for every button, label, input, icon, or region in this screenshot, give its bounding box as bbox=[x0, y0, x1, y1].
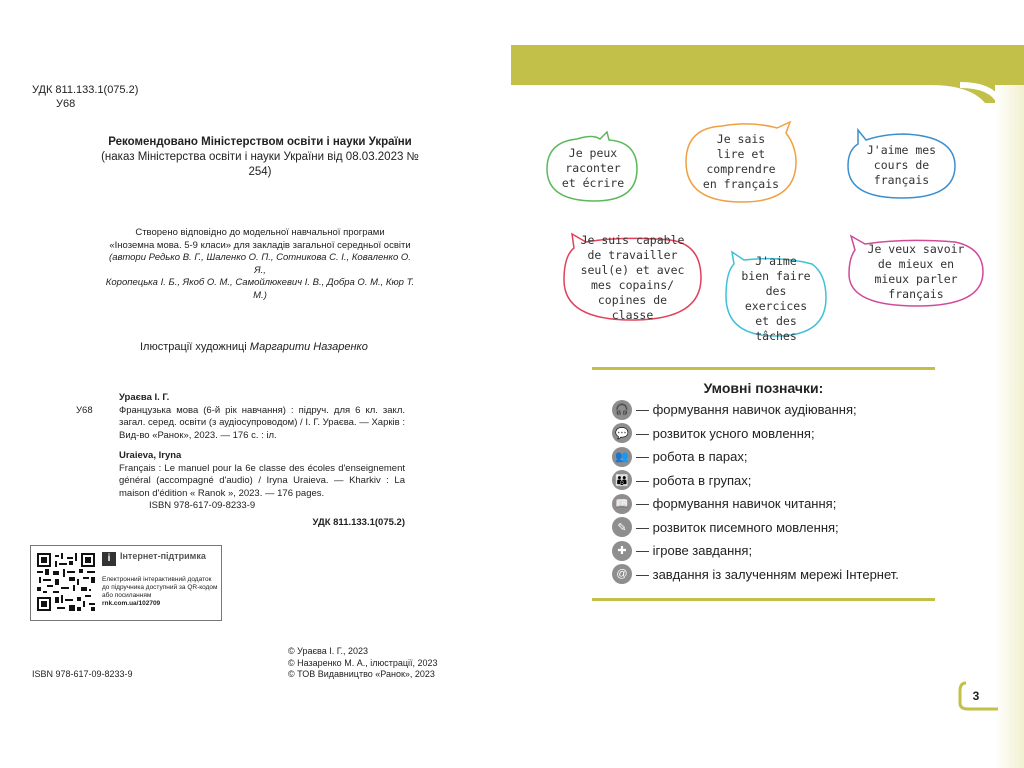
legend-label: — робота в групах; bbox=[636, 472, 752, 488]
legend-bottom-rule bbox=[592, 598, 935, 601]
legend-label: — розвиток усного мовлення; bbox=[636, 425, 815, 441]
program-line: Створено відповідно до модельної навчальної програми bbox=[135, 227, 385, 238]
udk-block bbox=[32, 83, 138, 111]
description-ua: Французька мова (6-й рік навчання) : підруч. для 6 кл. закл. загал. серед. освіти (з аудіосупроводом) / І. Г. Ураєва. — Харків : Вид-во «Ранок», 2023. — 176 с. : іл. bbox=[119, 404, 405, 441]
speaking-icon: 💬 bbox=[612, 423, 632, 443]
bubble-text: Je peux raconter et écrire bbox=[561, 145, 625, 190]
internet-support-title: Інтернет-підтримка bbox=[120, 551, 206, 561]
ministry-recommendation bbox=[95, 135, 425, 180]
legend-item bbox=[612, 398, 942, 422]
internet-support-box bbox=[30, 545, 222, 621]
qr-link[interactable]: rnk.com.ua/102709 bbox=[102, 600, 161, 607]
recommendation-order: (наказ Міністерства освіти і науки України від 08.03.2023 № 254) bbox=[101, 151, 419, 178]
author-ua: Ураєва І. Г. bbox=[119, 392, 170, 403]
speech-bubble bbox=[560, 232, 705, 324]
copyright-line: © Назаренко М. А., ілюстрації, 2023 bbox=[288, 657, 438, 668]
legend-label: — ігрове завдання; bbox=[636, 543, 753, 559]
isbn: ISBN 978-617-09-8233-9 bbox=[32, 669, 133, 679]
puzzle-icon: ✚ bbox=[612, 541, 632, 561]
qr-code-icon[interactable] bbox=[37, 553, 95, 611]
bubble-text: Je veux savoir de mieux en mieux parler français bbox=[867, 242, 965, 301]
page-edge-decoration bbox=[995, 85, 1024, 768]
headphones-icon: 🎧 bbox=[612, 400, 632, 420]
pencil-icon: ✎ bbox=[612, 517, 632, 537]
legend-label: — робота в парах; bbox=[636, 449, 748, 465]
bubble-text: Je sais lire et comprendre en français bbox=[702, 132, 780, 191]
illustrations-prefix: Ілюстрації художниці bbox=[140, 341, 247, 353]
udk-number: УДК 811.133.1(075.2) bbox=[32, 84, 139, 96]
pair-icon: 👥 bbox=[612, 447, 632, 467]
legend-label: — розвиток писемного мовлення; bbox=[636, 519, 839, 535]
program-line: «Іноземна мова. 5-9 класи» для закладів загальної середньої освіти bbox=[109, 239, 411, 251]
biblio-udk: УДК 811.133.1(075.2) bbox=[312, 516, 405, 528]
page-number: 3 bbox=[972, 689, 980, 703]
bubble-text: Je suis capable de travailler seul(e) et avec mes copains/ copines de classe bbox=[580, 233, 685, 322]
biblio-code: У68 bbox=[76, 405, 93, 416]
legend-item bbox=[612, 563, 942, 587]
bubble-text: J'aime bien faire des exercices et des tâches bbox=[741, 254, 811, 343]
udk-code: У68 bbox=[56, 98, 76, 110]
legend-item bbox=[612, 539, 942, 563]
legend-item bbox=[612, 422, 942, 446]
illustrator-name: Маргарити Назаренко bbox=[249, 341, 368, 353]
illustrations-credit bbox=[140, 341, 368, 353]
group-icon: 👪 bbox=[612, 470, 632, 490]
speech-bubble bbox=[543, 131, 643, 205]
program-line: Коропецька І. Б., Якоб О. М., Самойлюкевич І. В., Добра О. М., Кюр Т. М.) bbox=[105, 277, 415, 301]
program-info bbox=[105, 227, 415, 302]
bibliographic-record bbox=[76, 392, 405, 529]
legend-title: Умовні позначки: bbox=[703, 380, 824, 396]
legend-label: — формування навичок читання; bbox=[636, 496, 837, 512]
legend-top-rule bbox=[592, 367, 935, 370]
biblio-isbn: ISBN 978-617-09-8233-9 bbox=[149, 500, 256, 511]
qr-description: Електронний інтерактивний додаток до підручника доступний за QR-кодом або посиланням bbox=[102, 576, 218, 599]
copyright-line: © Ураєва І. Г., 2023 bbox=[288, 646, 369, 656]
internet-icon: @ bbox=[612, 564, 632, 584]
legend-label: — формування навичок аудіювання; bbox=[636, 402, 857, 418]
copyright-block bbox=[288, 646, 438, 681]
book-icon: 📖 bbox=[612, 494, 632, 514]
recommendation-title: Рекомендовано Міністерством освіти і науки України bbox=[108, 136, 412, 148]
speech-bubble bbox=[682, 118, 800, 206]
program-line: (автори Редько В. Г., Шаленко О. П., Сотникова С. І., Коваленко О. Я., bbox=[109, 252, 411, 276]
legend-label: — завдання із залученням мережі Інтернет. bbox=[636, 566, 899, 582]
speech-bubble bbox=[844, 128, 959, 202]
legend-item bbox=[612, 492, 942, 516]
bubble-text: J'aime mes cours de français bbox=[866, 142, 937, 187]
legend-item bbox=[612, 516, 942, 540]
speech-bubble bbox=[845, 234, 987, 310]
legend-item bbox=[612, 469, 942, 493]
speech-bubble bbox=[722, 250, 830, 343]
author-fr: Uraieva, Iryna bbox=[119, 450, 182, 461]
legend-list bbox=[612, 398, 942, 586]
internet-support-text bbox=[102, 576, 218, 608]
copyright-line: © ТОВ Видавництво «Ранок», 2023 bbox=[288, 669, 435, 679]
description-fr: Français : Le manuel pour la 6e classe des écoles d'enseignement général (accompagné d'audio) / Iryna Uraieva. — Kharkiv : La maison d'édition « Ranok », 2023. — 176 pages. bbox=[119, 462, 405, 499]
legend-item bbox=[612, 445, 942, 469]
info-icon: i bbox=[102, 552, 116, 566]
